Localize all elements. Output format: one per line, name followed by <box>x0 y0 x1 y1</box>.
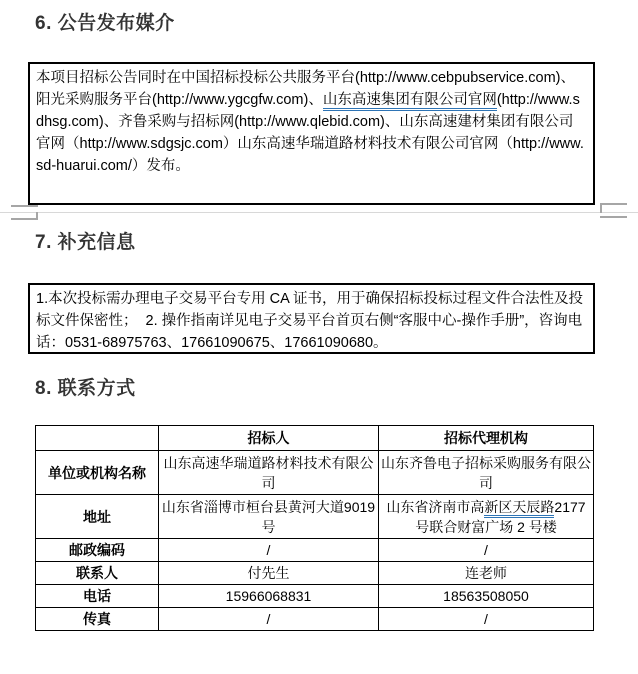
agency-fax: / <box>379 608 594 631</box>
section-7-heading: 7. 补充信息 <box>35 232 136 253</box>
agency-address <box>379 495 594 539</box>
page-break-line <box>0 212 638 213</box>
row-label-zipcode: 邮政编码 <box>36 539 159 562</box>
row-label-phone: 电话 <box>36 585 159 608</box>
table-row-contact-person <box>36 562 594 585</box>
announcement-media-box <box>28 62 595 205</box>
table-header-tenderer: 招标人 <box>159 426 379 451</box>
section-6-heading: 6. 公告发布媒介 <box>35 13 175 34</box>
agency-organization: 山东齐鲁电子招标采购服务有限公司 <box>379 451 594 495</box>
tenderer-contact-person: 付先生 <box>159 562 379 585</box>
page-break-bracket-left-top <box>11 205 38 207</box>
table-row-organization <box>36 451 594 495</box>
page-break-bracket-right-top <box>600 203 627 205</box>
page-break-bracket-left-bottom <box>11 218 38 220</box>
table-row-zipcode <box>36 539 594 562</box>
sdhsg-official-site-link[interactable]: 山东高速集团有限公司官网 <box>323 92 497 111</box>
contact-table <box>35 425 594 631</box>
table-row-fax <box>36 608 594 631</box>
agency-address-after: 2177 号联合财富广场 2 号楼 <box>415 498 586 535</box>
agency-address-marked-text: 新区天辰路 <box>484 499 554 518</box>
page-break-bracket-left-vertical <box>36 212 38 220</box>
section-8-heading: 8. 联系方式 <box>35 378 136 399</box>
tenderer-address: 山东省淄博市桓台县黄河大道9019 号 <box>159 495 379 539</box>
row-label-contact-person: 联系人 <box>36 562 159 585</box>
tenderer-phone: 15966068831 <box>159 585 379 608</box>
agency-phone: 18563508050 <box>379 585 594 608</box>
supplement-info-box <box>28 283 595 354</box>
table-header-row <box>36 426 594 451</box>
agency-contact-person: 连老师 <box>379 562 594 585</box>
page-break-bracket-right-bottom <box>600 216 627 218</box>
tenderer-fax: / <box>159 608 379 631</box>
agency-zipcode: / <box>379 539 594 562</box>
agency-address-before: 山东省济南市高 <box>386 498 485 515</box>
tenderer-zipcode: / <box>159 539 379 562</box>
row-label-fax: 传真 <box>36 608 159 631</box>
tenderer-organization: 山东高速华瑞道路材料技术有限公司 <box>159 451 379 495</box>
page-break-bracket-right-vertical <box>600 203 602 213</box>
supplement-text: 1.本次投标需办理电子交易平台专用 CA 证书，用于确保招标投标过程文件合法性及投标文件保密性； 2. 操作指南详见电子交易平台首页右侧“客服中心-操作手册”，咨询电话：0531-68975763、17661090675、17661090680。 <box>36 291 583 351</box>
media-text-before-link: 本项目招标公告同时在中国招标投标公共服务平台(http://www.cebpubservice.com)、阳光采购服务平台(http://www.ygcgfw.com)、 <box>36 70 575 108</box>
media-text-after-link: (http://www.sdhsg.com)、齐鲁采购与招标网(http://www.qlebid.com)、山东高速建材集团有限公司官网（http://www.sdgsjc.com）山东高速华瑞道路材料技术有限公司官网（http://www.sd-huarui.com/）发布。 <box>36 92 584 174</box>
table-corner-cell <box>36 426 159 451</box>
table-header-agency: 招标代理机构 <box>379 426 594 451</box>
table-row-address <box>36 495 594 539</box>
table-row-phone <box>36 585 594 608</box>
row-label-organization: 单位或机构名称 <box>36 451 159 495</box>
row-label-address: 地址 <box>36 495 159 539</box>
